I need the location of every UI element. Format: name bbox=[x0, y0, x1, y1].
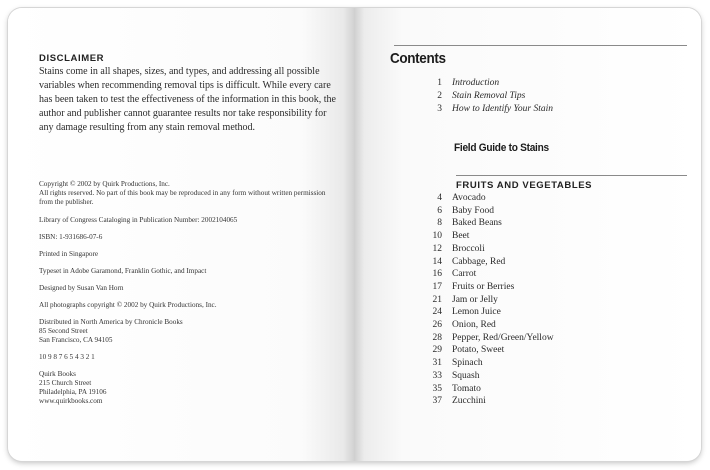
publisher-city: Philadelphia, PA 19106 bbox=[39, 388, 107, 396]
fruits-vegetables-list bbox=[414, 192, 674, 408]
toc-entry-label: Baked Beans bbox=[452, 218, 502, 229]
toc-page-number: 2 bbox=[437, 90, 442, 101]
toc-entry[interactable] bbox=[414, 77, 674, 90]
toc-entry-label: Zucchini bbox=[452, 396, 486, 407]
toc-entry-label: Potato, Sweet bbox=[452, 345, 505, 356]
distributor-street: 85 Second Street bbox=[39, 327, 88, 335]
toc-entry[interactable] bbox=[414, 90, 674, 103]
toc-page-number: 3 bbox=[437, 103, 442, 114]
left-page bbox=[8, 8, 354, 461]
toc-entry-label: Stain Removal Tips bbox=[452, 90, 526, 101]
toc-page-number: 26 bbox=[432, 320, 442, 331]
toc-page-number: 24 bbox=[432, 307, 442, 318]
section-heading: FRUITS AND VEGETABLES bbox=[456, 180, 593, 191]
toc-page-number: 6 bbox=[437, 205, 442, 216]
toc-entry-label: Baby Food bbox=[452, 205, 494, 216]
publisher-website: www.quirkbooks.com bbox=[39, 397, 103, 405]
toc-page-number: 35 bbox=[432, 383, 442, 394]
toc-entry-label: Spinach bbox=[452, 358, 483, 369]
photo-credit: All photographs copyright © 2002 by Quirk Productions, Inc. bbox=[39, 301, 217, 309]
toc-entry[interactable] bbox=[414, 306, 674, 319]
toc-entry-label: Cabbage, Red bbox=[452, 256, 506, 267]
toc-entry[interactable] bbox=[414, 294, 674, 307]
toc-entry-label: Beet bbox=[452, 231, 470, 242]
toc-entry-label: Pepper, Red/Green/Yellow bbox=[452, 332, 554, 343]
copyright-line: Copyright © 2002 by Quirk Productions, Inc. bbox=[39, 180, 170, 188]
toc-page-number: 28 bbox=[432, 332, 442, 343]
toc-page-number: 29 bbox=[432, 345, 442, 356]
toc-entry-label: Carrot bbox=[452, 269, 477, 280]
toc-page-number: 17 bbox=[432, 281, 442, 292]
toc-entry[interactable] bbox=[414, 344, 674, 357]
toc-entry[interactable] bbox=[414, 370, 674, 383]
distributor-city: San Francisco, CA 94105 bbox=[39, 336, 113, 344]
toc-entry[interactable] bbox=[414, 103, 674, 116]
field-guide-title: Field Guide to Stains bbox=[454, 142, 549, 154]
publisher-address bbox=[39, 370, 339, 406]
toc-entry[interactable] bbox=[414, 332, 674, 345]
isbn: ISBN: 1-931686-07-6 bbox=[39, 233, 103, 241]
toc-intro-list bbox=[414, 77, 674, 115]
toc-entry[interactable] bbox=[414, 357, 674, 370]
toc-entry[interactable] bbox=[414, 319, 674, 332]
toc-entry[interactable] bbox=[414, 192, 674, 205]
toc-entry-label: Broccoli bbox=[452, 243, 485, 254]
toc-page-number: 12 bbox=[432, 243, 442, 254]
right-page bbox=[354, 8, 701, 461]
disclaimer-body: Stains come in all shapes, sizes, and types, and addressing all possible variables when recommending removal tips is difficult. While every care has been taken to test the effectiveness of the information in this book, the author and publisher cannot guarantee results nor take responsibility for any damage resulting from any stain removal method. bbox=[39, 66, 336, 133]
toc-page-number: 10 bbox=[432, 231, 442, 242]
contents-rule bbox=[394, 45, 687, 46]
section-rule bbox=[456, 175, 687, 176]
designer-credit: Designed by Susan Van Horn bbox=[39, 284, 124, 292]
copyright-notice bbox=[39, 180, 339, 207]
toc-entry-label: Introduction bbox=[452, 78, 500, 88]
toc-entry[interactable] bbox=[414, 256, 674, 269]
toc-entry[interactable] bbox=[414, 395, 674, 408]
toc-entry-label: Squash bbox=[452, 370, 480, 381]
disclaimer-heading: DISCLAIMER bbox=[39, 53, 105, 64]
toc-entry-label: Onion, Red bbox=[452, 320, 496, 331]
toc-page-number: 31 bbox=[432, 358, 442, 369]
toc-page-number: 37 bbox=[432, 396, 442, 407]
toc-entry-label: Lemon Juice bbox=[452, 307, 501, 318]
toc-page-number: 1 bbox=[437, 78, 442, 88]
printed-in: Printed in Singapore bbox=[39, 250, 99, 258]
toc-page-number: 33 bbox=[432, 370, 442, 381]
copyright-block bbox=[39, 180, 339, 414]
open-book-spread bbox=[8, 8, 701, 461]
distributor-line: Distributed in North America by Chronicle Books bbox=[39, 318, 183, 326]
loc-number: Library of Congress Cataloging in Publication Number: 2002104065 bbox=[39, 216, 238, 224]
toc-page-number: 14 bbox=[432, 256, 442, 267]
toc-page-number: 4 bbox=[437, 193, 442, 203]
contents-title: Contents bbox=[390, 50, 446, 67]
toc-entry-label: Jam or Jelly bbox=[452, 294, 498, 305]
toc-page-number: 8 bbox=[437, 218, 442, 229]
distributor-address bbox=[39, 318, 339, 345]
typeset-info: Typeset in Adobe Garamond, Franklin Gothic, and Impact bbox=[39, 267, 207, 275]
toc-entry-label: Avocado bbox=[452, 193, 486, 203]
toc-entry[interactable] bbox=[414, 230, 674, 243]
toc-entry[interactable] bbox=[414, 243, 674, 256]
toc-entry-label: Fruits or Berries bbox=[452, 281, 515, 292]
toc-entry[interactable] bbox=[414, 205, 674, 218]
toc-entry[interactable] bbox=[414, 383, 674, 396]
toc-page-number: 16 bbox=[432, 269, 442, 280]
toc-entry[interactable] bbox=[414, 268, 674, 281]
toc-entry[interactable] bbox=[414, 281, 674, 294]
toc-entry-label: How to Identify Your Stain bbox=[452, 103, 553, 114]
toc-entry-label: Tomato bbox=[452, 383, 481, 394]
rights-reserved-line: All rights reserved. No part of this book may be reproduced in any form without written permission from the publisher. bbox=[39, 189, 326, 206]
publisher-street: 215 Church Street bbox=[39, 379, 92, 387]
toc-entry[interactable] bbox=[414, 217, 674, 230]
printing-line: 10 9 8 7 6 5 4 3 2 1 bbox=[39, 353, 95, 361]
toc-page-number: 21 bbox=[432, 294, 442, 305]
publisher-name: Quirk Books bbox=[39, 370, 76, 378]
